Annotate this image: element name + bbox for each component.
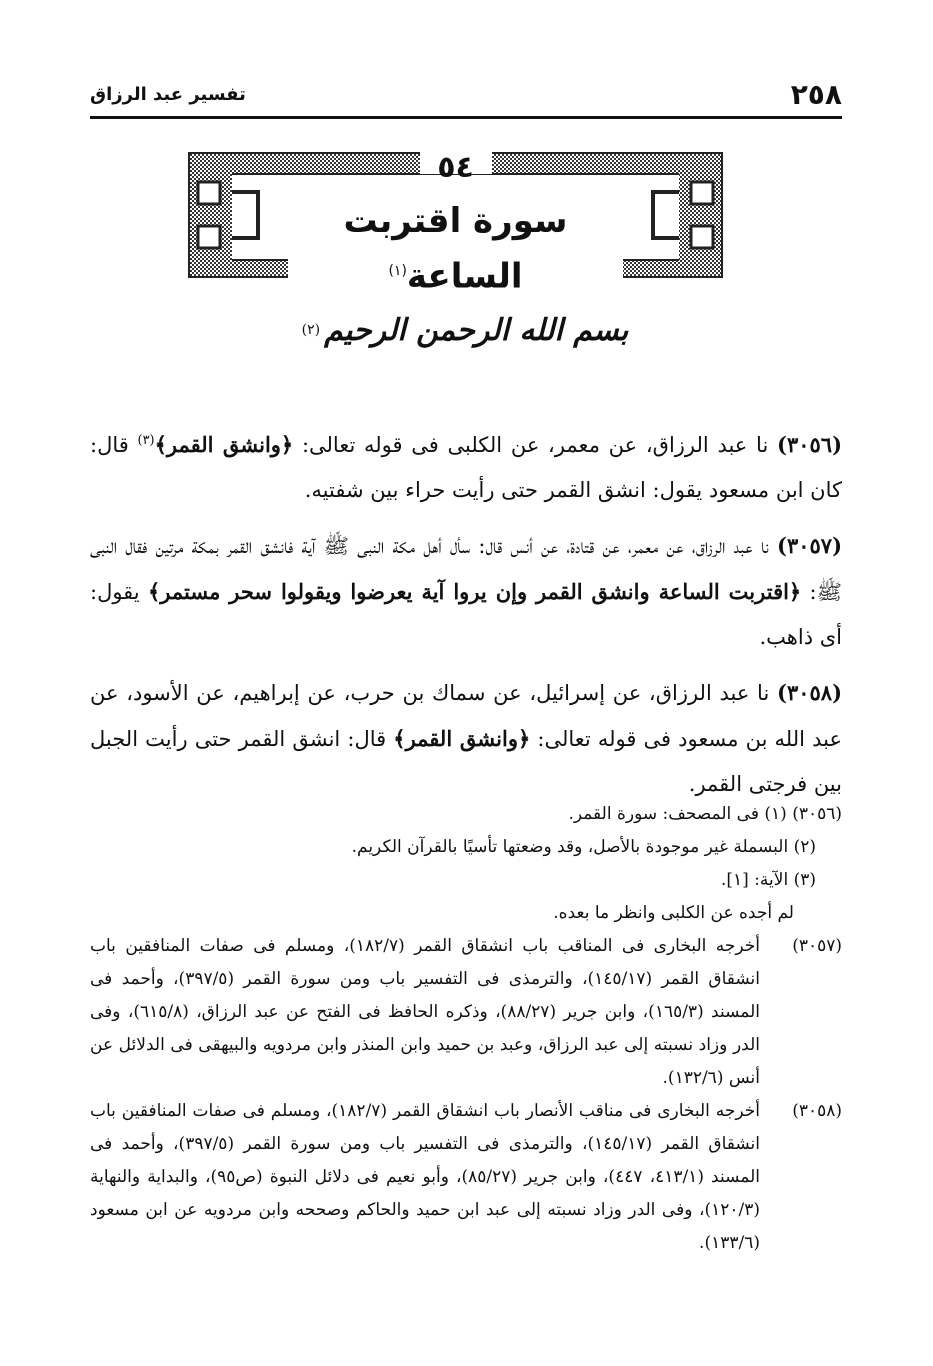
footnote: (٣) الآية: [١]. xyxy=(720,870,816,890)
footnote-label: (٣٠٥٨) xyxy=(792,1101,842,1121)
surah-footnote-ref: (١) xyxy=(388,263,407,279)
footnote-block xyxy=(90,930,842,1095)
footnote-label: (٣٠٥٧) xyxy=(792,936,842,956)
surah-number: ٥٤ xyxy=(437,150,474,185)
surah-banner xyxy=(188,150,723,297)
footnote: لم أجده عن الكلبى وانظر ما بعده. xyxy=(553,903,794,923)
hadith-number: (٣٠٥٧) xyxy=(777,533,842,558)
quran-verse: ﴿اقتربت الساعة وانشق القمر وإن يروا آية يعرضوا ويقولوا سحر مستمر﴾ xyxy=(147,579,802,604)
hadith-paragraph xyxy=(90,523,842,660)
basmala-text: بسم الله الرحمن الرحيم xyxy=(324,313,629,348)
hadith-paragraph xyxy=(90,418,842,513)
basmala xyxy=(300,306,630,366)
hadith-number: (٣٠٥٦) xyxy=(777,432,842,457)
quran-verse: ﴿وانشق القمر﴾ xyxy=(154,432,294,457)
running-title: تفسير عبد الرزاق xyxy=(90,84,246,105)
hadith-number: (٣٠٥٨) xyxy=(777,680,842,705)
footnote-block xyxy=(90,1095,842,1260)
hadith-text: نا عبد الرزاق، عن إسرائيل، عن سماك بن حرب، عن إبراهيم، عن الأسود، عن عبد الله بن مسعود فى قوله تعالى: xyxy=(90,681,842,751)
footnote: (٢) البسملة غير موجودة بالأصل، وقد وضعتها تأسيًا بالقرآن الكريم. xyxy=(351,837,816,857)
running-header xyxy=(90,78,842,116)
basmala-footnote-ref: (٢) xyxy=(301,321,321,338)
hadith-text: قال: كان ابن مسعود يقول: انشق القمر حتى رأيت حراء بين شفتيه. xyxy=(90,433,842,502)
header-rule xyxy=(90,116,842,119)
quran-verse: ﴿وانشق القمر﴾ xyxy=(393,726,531,751)
footnote-text: أخرجه البخارى فى المناقب باب انشقاق القمر (١٨٢/٧)، ومسلم فى صفات المنافقين باب انشقاق القمر (١٤٥/١٧)، والترمذى فى التفسير باب ومن سورة القمر (٣٩٧/٥)، وأحمد فى المسند (١٦٥/٣)، وابن جرير (٨٨/٢٧)، وذكره الحافظ فى الفتح عن عبد الرزاق، (٦١٥/٨)، وفى الدر وزاد نسبته إلى عبد الرزاق، وعبد بن حميد وابن المنذر وابن مردويه والبيهقى فى الدلائل عن أنس (١٣٢/٦). xyxy=(90,936,760,1088)
hadith-text: قال: انشق القمر حتى رأيت الجبل بين فرجتى القمر. xyxy=(90,727,842,796)
main-text xyxy=(90,418,842,817)
hadith-text: نا عبد الرزاق، عن معمر، عن قتادة، عن أنس قال: سأل أهل مكة النبى ﷺ آية فانشق القمر بمكة مرتين فقال النبى ﷺ: xyxy=(90,534,843,604)
footnotes xyxy=(90,798,842,1260)
footnote: (٣٠٥٦) (١) فى المصحف: سورة القمر. xyxy=(568,804,842,824)
surah-title xyxy=(288,196,623,301)
hadith-text: نا عبد الرزاق، عن معمر، عن الكلبى فى قوله تعالى: xyxy=(293,433,777,457)
footnote-ref: (٣) xyxy=(137,433,155,448)
hadith-text: يقول: أى ذاهب. xyxy=(90,580,842,649)
footnote-text: أخرجه البخارى فى مناقب الأنصار باب انشقاق القمر (١٨٢/٧)، ومسلم فى صفات المنافقين باب انشقاق القمر (١٤٥/١٧)، والترمذى فى التفسير باب ومن سورة القمر (٣٩٧/٥)، وأحمد فى المسند (٤١٣/١، ٤٤٧)، وابن جرير (٨٥/٢٧)، وأبو نعيم فى دلائل النبوة (ص٩٥)، والبداية والنهاية (١٢٠/٣)، وفى الدر وزاد نسبته إلى عبد ابن حميد والحاكم وصححه وابن مردويه عن ابن مسعود (١٣٣/٦). xyxy=(90,1101,761,1253)
hadith-paragraph xyxy=(90,670,842,807)
surah-title-text: سورة اقتربت الساعة xyxy=(343,201,568,297)
page-number: ٢٥٨ xyxy=(790,78,842,111)
